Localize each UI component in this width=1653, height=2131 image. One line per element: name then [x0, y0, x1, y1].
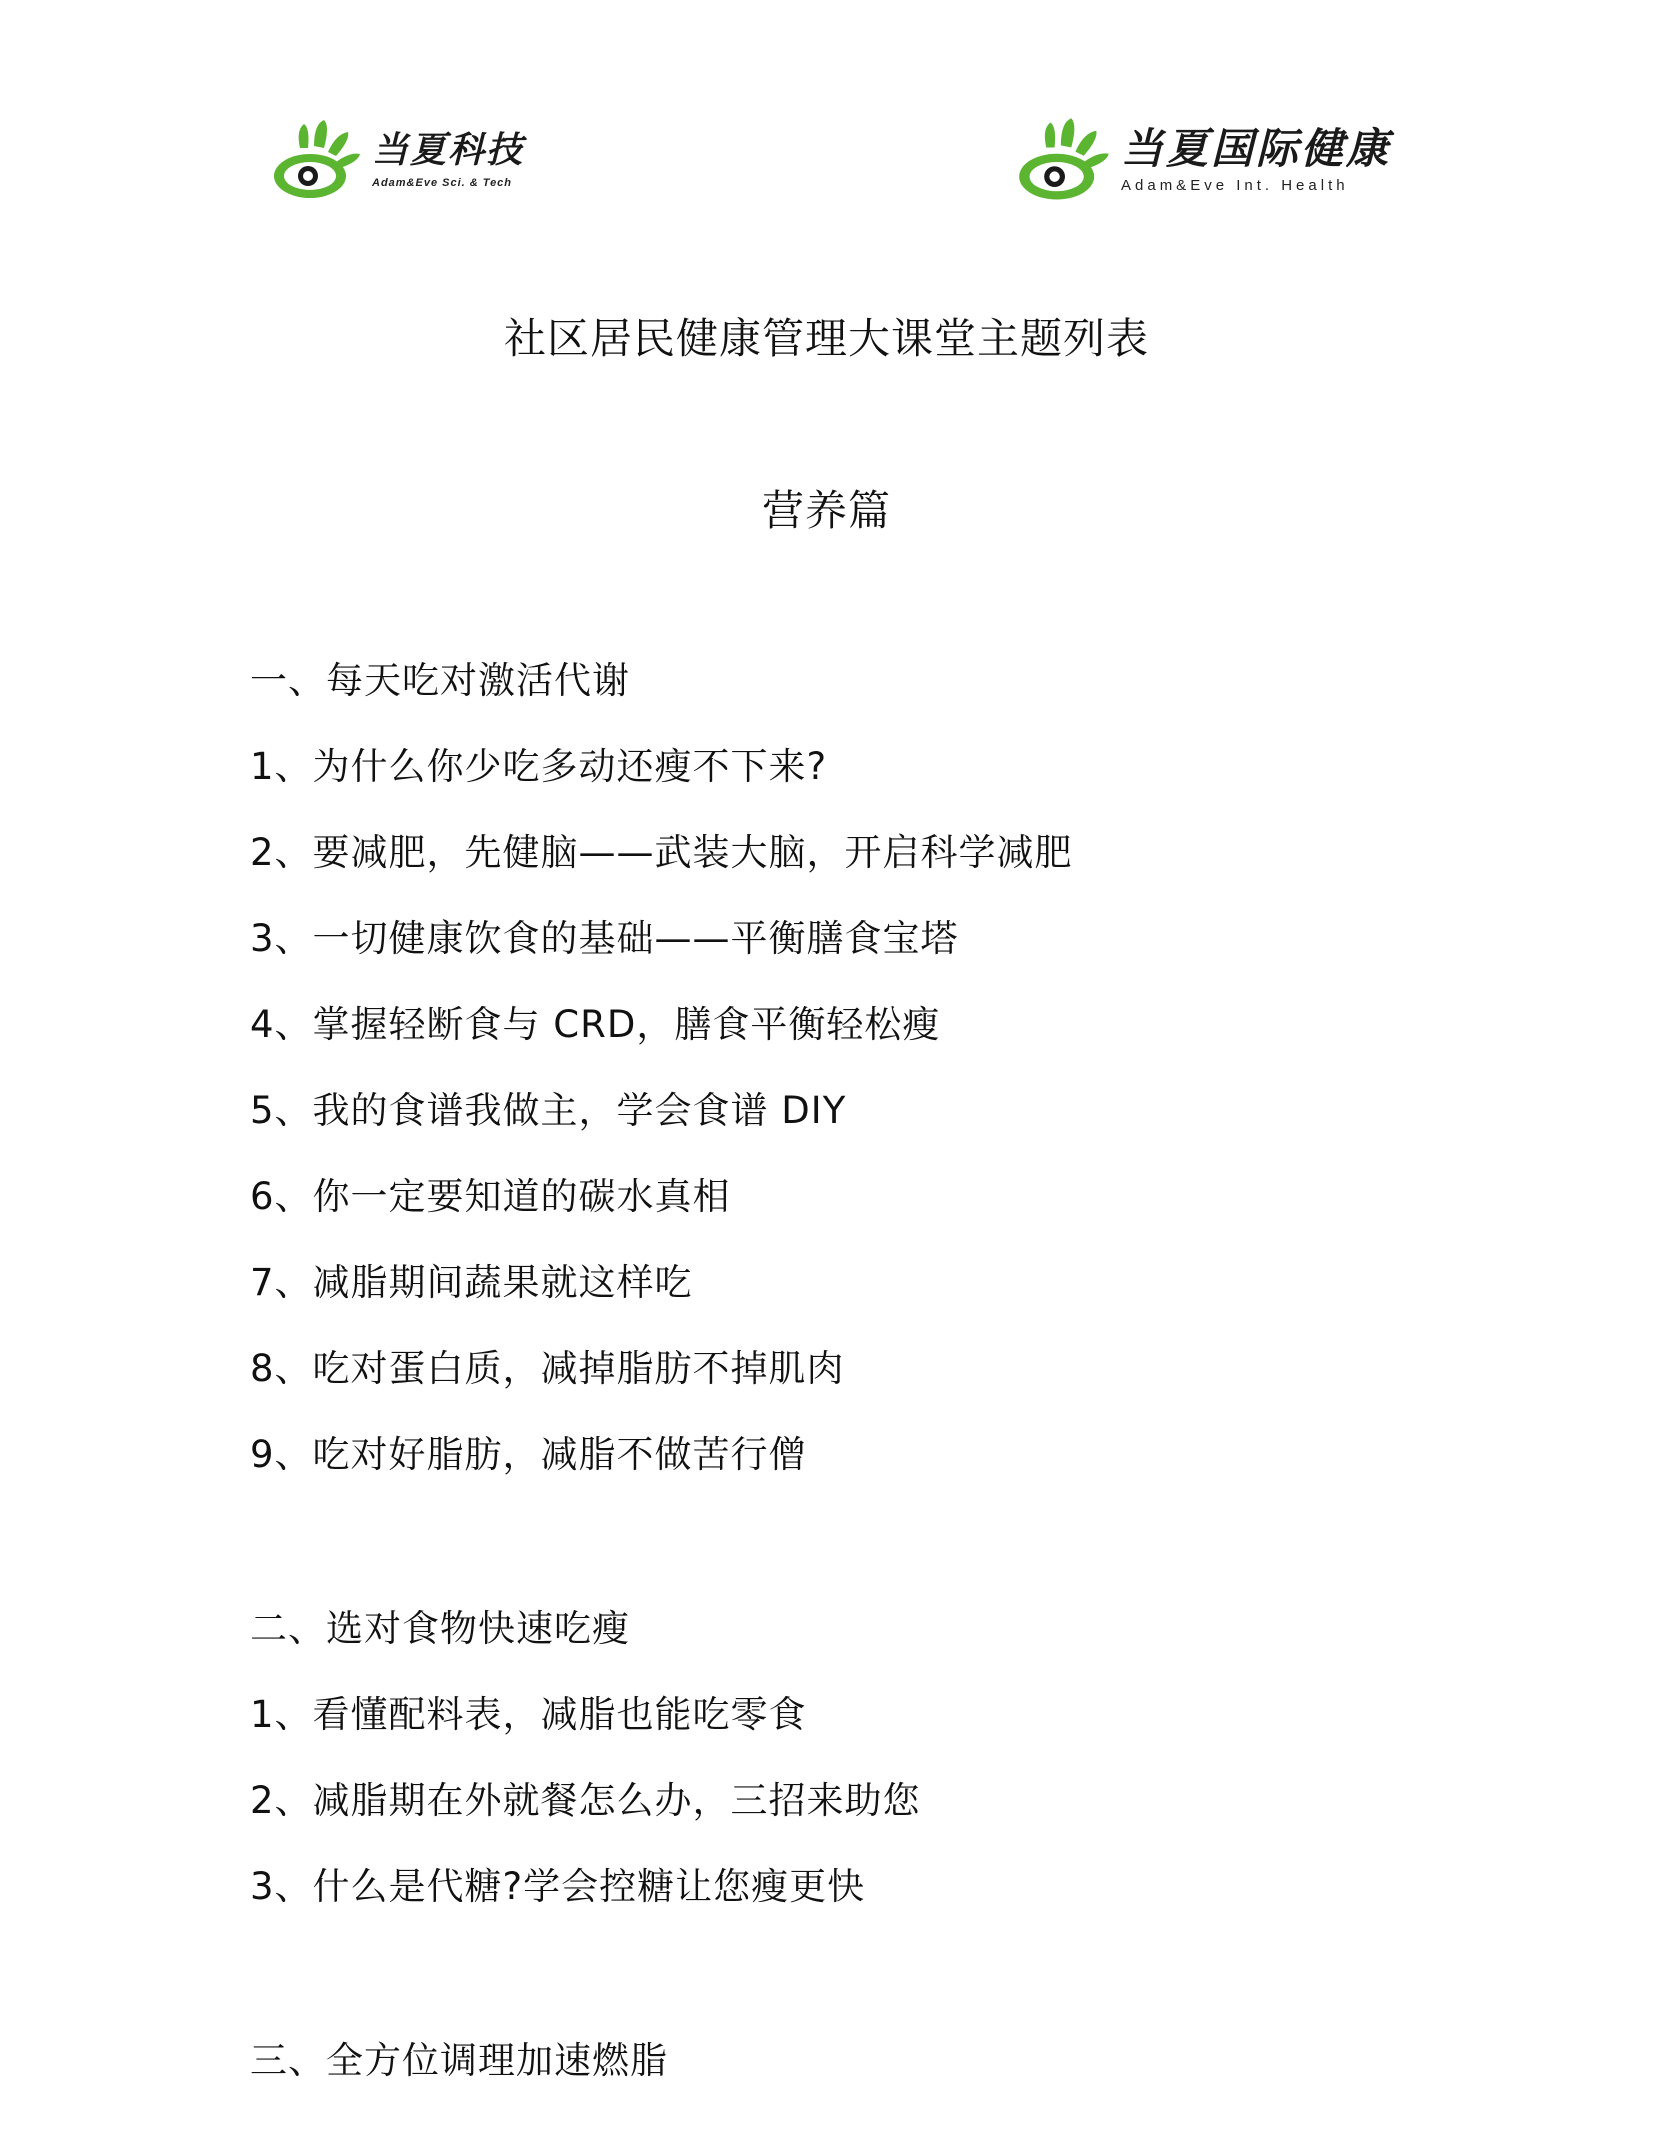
topic-list: [250, 659, 1450, 2128]
page-subtitle: 营养篇: [761, 486, 891, 535]
section-heading: 三、全方位调理加速燃脂: [250, 2039, 668, 2082]
logo-name-en: Adam&Eve Sci. & Tech: [372, 176, 513, 189]
hand-eye-logo-icon: [270, 118, 366, 204]
list-item: 5、我的食谱我做主，学会食谱 DIY: [250, 1089, 847, 1132]
list-item: 1、为什么你少吃多动还瘦不下来?: [250, 745, 828, 788]
list-item: 7、减脂期间蔬果就这样吃: [250, 1261, 693, 1304]
list-item: 9、吃对好脂肪，减脂不做苦行僧: [250, 1433, 807, 1476]
list-item: 1、看懂配料表，减脂也能吃零食: [250, 1693, 807, 1736]
list-item: 6、你一定要知道的碳水真相: [250, 1175, 731, 1218]
logo-name-cn: 当夏科技: [372, 129, 525, 171]
section-heading: 一、每天吃对激活代谢: [250, 659, 630, 702]
hand-eye-logo-icon: [1015, 115, 1115, 207]
list-item: 3、一切健康饮食的基础——平衡膳食宝塔: [250, 917, 959, 960]
section-2: [250, 1607, 1450, 1954]
list-item: 4、掌握轻断食与 CRD，膳食平衡轻松瘦: [250, 1003, 941, 1046]
logo-name-en: Adam&Eve Int. Health: [1121, 176, 1349, 194]
list-item: 2、要减肥，先健脑——武装大脑，开启科学减肥: [250, 831, 1073, 874]
section-heading: 二、选对食物快速吃瘦: [250, 1607, 630, 1650]
section-3: [250, 2039, 1450, 2128]
section-1: [250, 659, 1450, 1522]
list-item: 2、减脂期在外就餐怎么办，三招来助您: [250, 1779, 921, 1822]
page-title: 社区居民健康管理大课堂主题列表: [503, 314, 1149, 363]
list-item: 8、吃对蛋白质，减掉脂肪不掉肌肉: [250, 1347, 845, 1390]
logo-adameve-int-health: [1015, 115, 1391, 207]
list-item: 3、什么是代糖?学会控糖让您瘦更快: [250, 1865, 866, 1908]
logo-name-cn: 当夏国际健康: [1121, 123, 1392, 173]
logo-adameve-sci-tech: [270, 118, 524, 204]
